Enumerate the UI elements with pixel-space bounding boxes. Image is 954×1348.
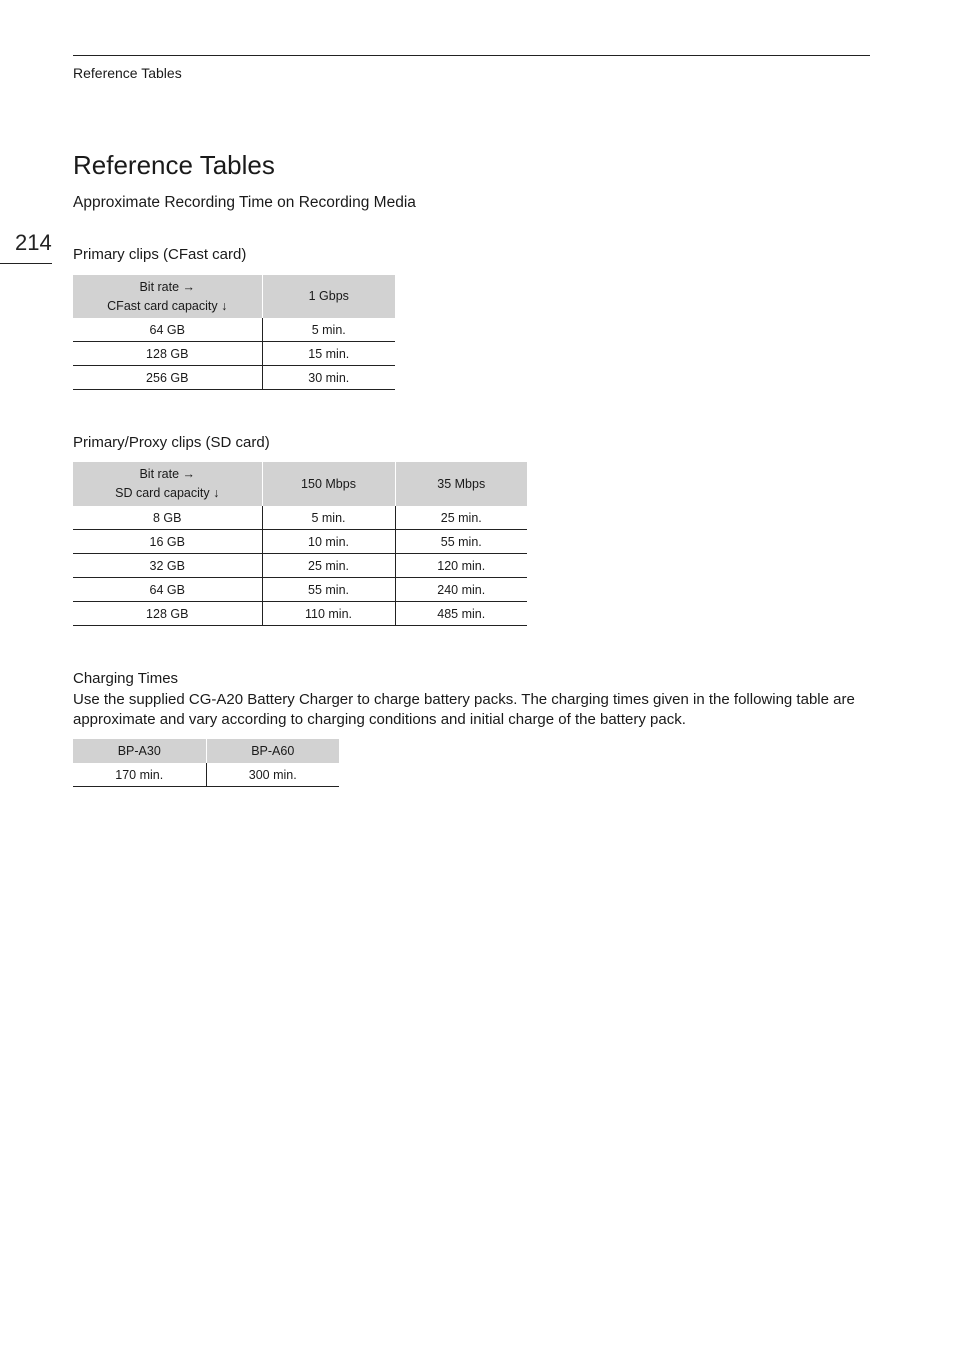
- page-number-rule: [0, 263, 52, 264]
- capacity-cell: 128 GB: [73, 342, 262, 366]
- time-cell: 240 min.: [395, 578, 527, 602]
- capacity-cell: 32 GB: [73, 554, 262, 578]
- table-row: [73, 530, 527, 554]
- sd-recording-table: [73, 462, 527, 626]
- column-header: BP-A60: [206, 739, 339, 763]
- time-cell: 120 min.: [395, 554, 527, 578]
- page-title: Reference Tables: [73, 150, 275, 180]
- time-cell: 25 min.: [395, 506, 527, 530]
- bitrate-label: Bit rate →: [139, 279, 196, 294]
- table-row: [73, 318, 395, 342]
- time-cell: 30 min.: [262, 366, 395, 390]
- sd-table-caption: Primary/Proxy clips (SD card): [73, 434, 270, 451]
- time-cell: 15 min.: [262, 342, 395, 366]
- time-cell: 5 min.: [262, 318, 395, 342]
- header-rule: [73, 55, 870, 56]
- table-row: [73, 554, 527, 578]
- capacity-label: SD card capacity ↓: [115, 486, 220, 500]
- corner-header: [73, 275, 262, 318]
- capacity-cell: 256 GB: [73, 366, 262, 390]
- corner-header: [73, 462, 262, 506]
- time-cell: 300 min.: [206, 763, 339, 787]
- time-cell: 25 min.: [262, 554, 395, 578]
- time-cell: 5 min.: [262, 506, 395, 530]
- time-cell: 110 min.: [262, 602, 395, 626]
- table-row: [73, 578, 527, 602]
- column-header: BP-A30: [73, 739, 206, 763]
- column-header: 150 Mbps: [262, 462, 395, 506]
- capacity-cell: 64 GB: [73, 578, 262, 602]
- bitrate-label: Bit rate →: [139, 467, 196, 481]
- running-header: Reference Tables: [73, 65, 182, 81]
- charging-paragraph: Use the supplied CG-A20 Battery Charger to charge battery packs. The charging times given in the following table are approximate and vary according to charging conditions and initial charge of the battery pack.: [73, 691, 855, 728]
- table-row: [73, 763, 339, 787]
- charging-table: [73, 739, 339, 787]
- capacity-cell: 128 GB: [73, 602, 262, 626]
- cfast-recording-table: [73, 275, 395, 390]
- table-row: [73, 342, 395, 366]
- capacity-cell: 16 GB: [73, 530, 262, 554]
- charging-heading: Charging Times: [73, 670, 179, 687]
- time-cell: 485 min.: [395, 602, 527, 626]
- time-cell: 170 min.: [73, 763, 206, 787]
- capacity-cell: 64 GB: [73, 318, 262, 342]
- capacity-label: CFast card capacity ↓: [107, 298, 228, 313]
- table-row: [73, 602, 527, 626]
- column-header: 1 Gbps: [262, 275, 395, 318]
- capacity-cell: 8 GB: [73, 506, 262, 530]
- table-row: [73, 366, 395, 390]
- page-number: 214: [15, 230, 52, 255]
- cfast-table-caption: Primary clips (CFast card): [73, 246, 247, 263]
- section-title: Approximate Recording Time on Recording Media: [73, 194, 416, 211]
- time-cell: 10 min.: [262, 530, 395, 554]
- time-cell: 55 min.: [262, 578, 395, 602]
- time-cell: 55 min.: [395, 530, 527, 554]
- column-header: 35 Mbps: [395, 462, 527, 506]
- table-row: [73, 506, 527, 530]
